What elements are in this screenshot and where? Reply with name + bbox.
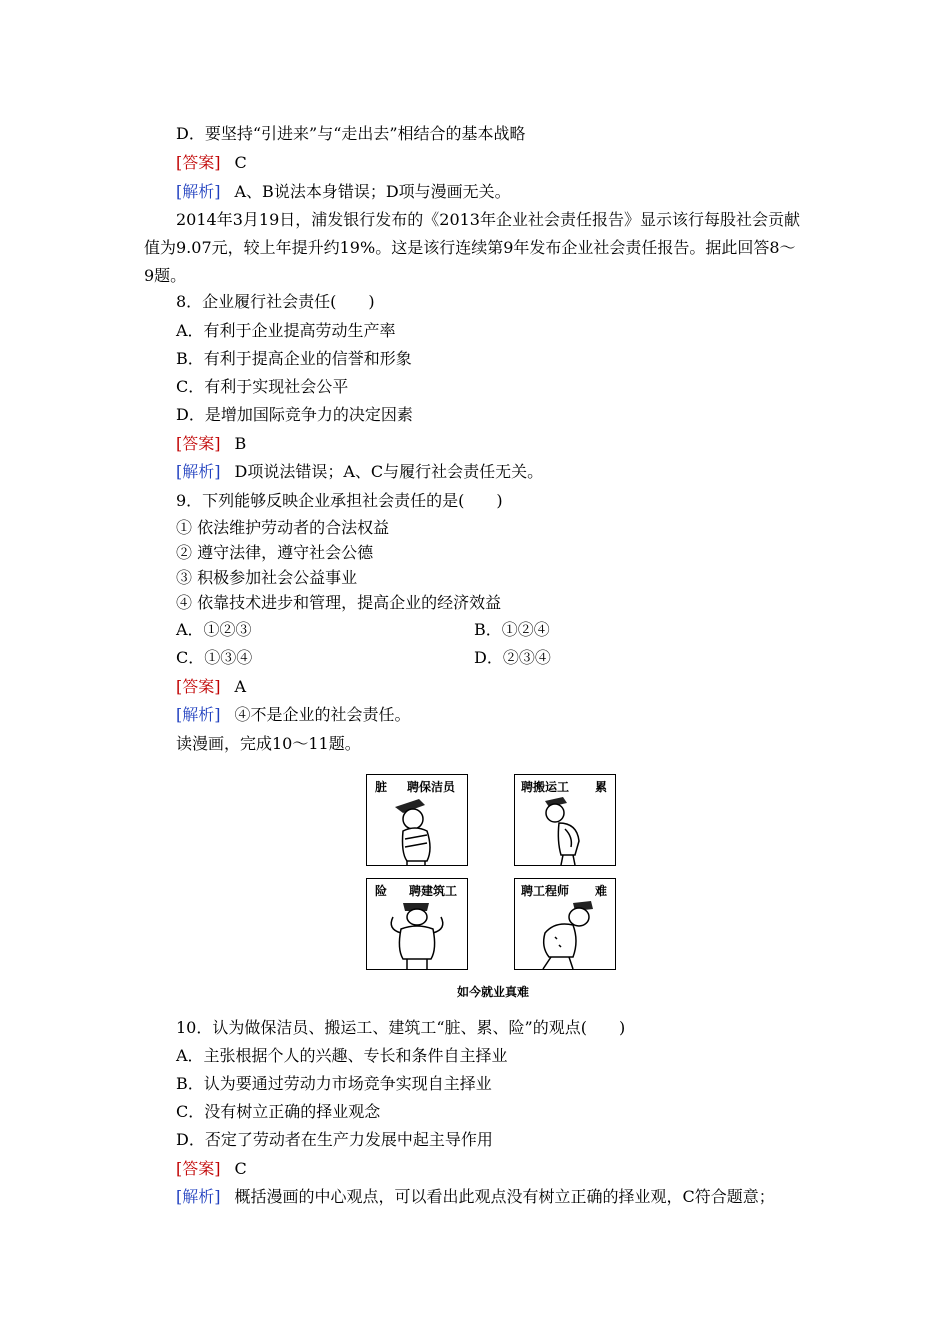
q9-item-1: ① 依法维护劳动者的合法权益	[176, 518, 390, 537]
q10-option-c: C．没有树立正确的择业观念	[176, 1102, 381, 1121]
panel-right-word: 聘保洁员	[407, 780, 456, 794]
q10-answer	[176, 1159, 247, 1179]
analysis-label: [解析]	[176, 1187, 221, 1206]
answer-label: [答案]	[176, 1159, 221, 1178]
q8-option-b: B．有利于提高企业的信誉和形象	[176, 349, 412, 368]
q10-stem: 10．认为做保洁员、搬运工、建筑工“脏、累、险”的观点( )	[176, 1018, 626, 1037]
answer-value: C	[234, 1159, 247, 1178]
q8-analysis	[176, 462, 543, 482]
panel-right-word: 聘建筑工	[409, 884, 458, 898]
answer-value: C	[234, 153, 247, 172]
answer-label: [答案]	[176, 677, 221, 696]
cartoon-panel-4	[514, 878, 616, 970]
cartoon-panel-3	[366, 878, 468, 970]
q9-option-d: D．②③④	[474, 648, 551, 667]
passage	[144, 206, 814, 290]
analysis-label: [解析]	[176, 462, 221, 481]
worker-engineer-drawing	[515, 893, 615, 969]
passage-line-1: 2014年3月19日，浦发银行发布的《2013年企业社会责任报告》显示该行每股社会贡献	[176, 210, 800, 229]
analysis-text: ④不是企业的社会责任。	[234, 705, 411, 724]
panel-left-word: 聘工程师	[521, 884, 570, 898]
cartoon-caption: 如今就业真难	[456, 985, 529, 999]
panel-left-word: 脏	[375, 780, 388, 794]
q7-answer	[176, 153, 247, 173]
cartoon-figure	[366, 774, 620, 974]
q9-item-3: ③ 积极参加社会公益事业	[176, 568, 358, 587]
passage-line-3: 9题。	[144, 266, 187, 285]
answer-value: B	[234, 434, 247, 453]
panel-left-word: 险	[375, 884, 388, 898]
q9-option-a: A．①②③	[176, 620, 252, 639]
q8-option-c: C．有利于实现社会公平	[176, 377, 349, 396]
cartoon-panel-2	[514, 774, 616, 866]
q9-answer	[176, 677, 246, 697]
q10-analysis	[176, 1187, 775, 1207]
q9-options-row-2	[176, 648, 796, 668]
cartoon-intro: 读漫画，完成10～11题。	[176, 734, 361, 753]
panel-right-word: 难	[595, 884, 608, 898]
q9-analysis	[176, 705, 411, 725]
q9-options-row-1	[176, 620, 796, 640]
q8-stem: 8．企业履行社会责任( )	[176, 292, 375, 311]
q7-option-d: D．要坚持“引进来”与“走出去”相结合的基本战略	[176, 124, 526, 143]
analysis-text: A、B说法本身错误；D项与漫画无关。	[234, 182, 511, 201]
q9-stem: 9．下列能够反映企业承担社会责任的是( )	[176, 491, 503, 510]
analysis-label: [解析]	[176, 705, 221, 724]
cartoon-panel-1	[366, 774, 468, 866]
panel-right-word: 累	[595, 780, 608, 794]
analysis-text: 概括漫画的中心观点，可以看出此观点没有树立正确的择业观，C符合题意；	[234, 1187, 775, 1206]
worker-cleaner-drawing	[367, 789, 467, 865]
q9-option-c: C．①③④	[176, 648, 253, 667]
q10-option-b: B．认为要通过劳动力市场竞争实现自主择业	[176, 1074, 492, 1093]
answer-value: A	[234, 677, 247, 696]
answer-label: [答案]	[176, 434, 221, 453]
worker-builder-drawing	[367, 893, 467, 969]
q8-option-d: D．是增加国际竞争力的决定因素	[176, 405, 413, 424]
answer-label: [答案]	[176, 153, 221, 172]
worker-porter-drawing	[515, 789, 615, 865]
q10-option-a: A．主张根据个人的兴趣、专长和条件自主择业	[176, 1046, 508, 1065]
analysis-label: [解析]	[176, 182, 221, 201]
passage-line-2: 值为9.07元，较上年提升约19%。这是该行连续第9年发布企业社会责任报告。据此回答8～	[144, 238, 796, 257]
panel-left-word: 聘搬运工	[521, 780, 570, 794]
analysis-text: D项说法错误；A、C与履行社会责任无关。	[234, 462, 544, 481]
q9-item-2: ② 遵守法律，遵守社会公德	[176, 543, 374, 562]
q8-option-a: A．有利于企业提高劳动生产率	[176, 321, 396, 340]
q9-option-b: B．①②④	[474, 620, 550, 639]
q7-analysis	[176, 182, 511, 202]
q10-option-d: D．否定了劳动者在生产力发展中起主导作用	[176, 1130, 493, 1149]
q8-answer	[176, 434, 246, 454]
q9-item-4: ④ 依靠技术进步和管理，提高企业的经济效益	[176, 593, 502, 612]
